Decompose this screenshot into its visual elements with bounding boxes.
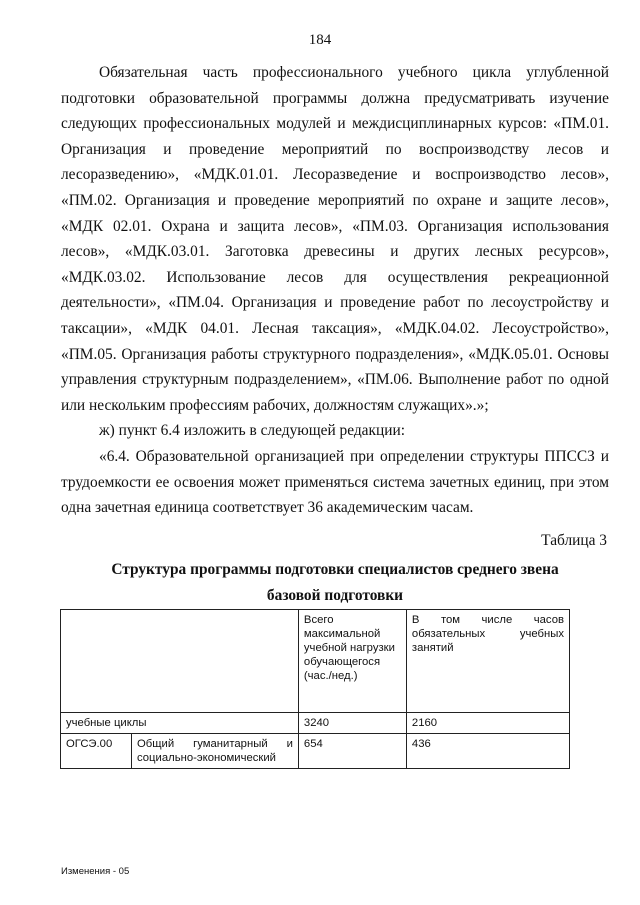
paragraph-amendment: ж) пункт 6.4 изложить в следующей редакции: — [99, 422, 405, 440]
footer-note: Изменения - 05 — [61, 866, 130, 877]
page-number: 184 — [308, 32, 332, 48]
row-total: 654 — [298, 734, 406, 769]
table-title-line2: базовой подготовки — [266, 587, 404, 604]
paragraph-credit-units: «6.4. Образовательной организацией при определении структуры ППССЗ и трудоемкости ее освоения может применяться система зачетных единиц, при этом одна зачетная единица соответствует 36 академическим часам. — [61, 447, 609, 517]
table-title-line1: Структура программы подготовки специалистов среднего звена — [111, 561, 559, 578]
table-label: Таблица 3 — [541, 532, 607, 549]
paragraph-modules: Обязательная часть профессионального учебного цикла углубленной подготовки образовательной программы должна предусматривать изучение следующих профессиональных модулей и междисциплинарных курсов: «ПМ.01. Организация и проведение мероприятий по воспроизводству лесов и лесоразведению», «МДК.01.01. Лесоразведение и воспроизводство лесов», «ПМ.02. Организация и проведение мероприятий по охране и защите лесов», «МДК 02.01. Охрана и защита лесов», «ПМ.03. Организация использования лесов», «МДК.03.01. Заготовка древесины и других лесных ресурсов», «МДК.03.02. Использование лесов для осуществления рекреационной деятельности», «ПМ.04. Организация и проведение работ по лесоустройству и таксации», «МДК 04.01. Лесная таксация», «МДК.04.02. Лесоустройство», «ПМ.05. Организация работы структурного подразделения», «МДК.05.01. Основы управления структурным подразделением», «ПМ.06. Выполнение работ по одной или нескольким профессиям рабочих, должностям служащих».»; — [61, 64, 609, 414]
row-total: 3240 — [298, 713, 406, 734]
table-row — [61, 713, 570, 734]
row-mandatory: 436 — [406, 734, 569, 769]
row-label: учебные циклы — [61, 713, 299, 734]
row-mandatory: 2160 — [406, 713, 569, 734]
table-title — [61, 557, 609, 609]
structure-table — [60, 609, 570, 769]
row-description: Общий гуманитарный и социально-экономический — [132, 734, 299, 769]
table-header-empty-cell — [61, 610, 299, 713]
table-header-mandatory-hours: В том числе часов обязательных учебных занятий — [406, 610, 569, 713]
table-header-row — [61, 610, 570, 713]
table-header-total-hours: Всего максимальной учебной нагрузки обучающегося (час./нед.) — [298, 610, 406, 713]
row-code: ОГСЭ.00 — [61, 734, 132, 769]
body-text — [61, 60, 609, 521]
table-row — [61, 734, 570, 769]
